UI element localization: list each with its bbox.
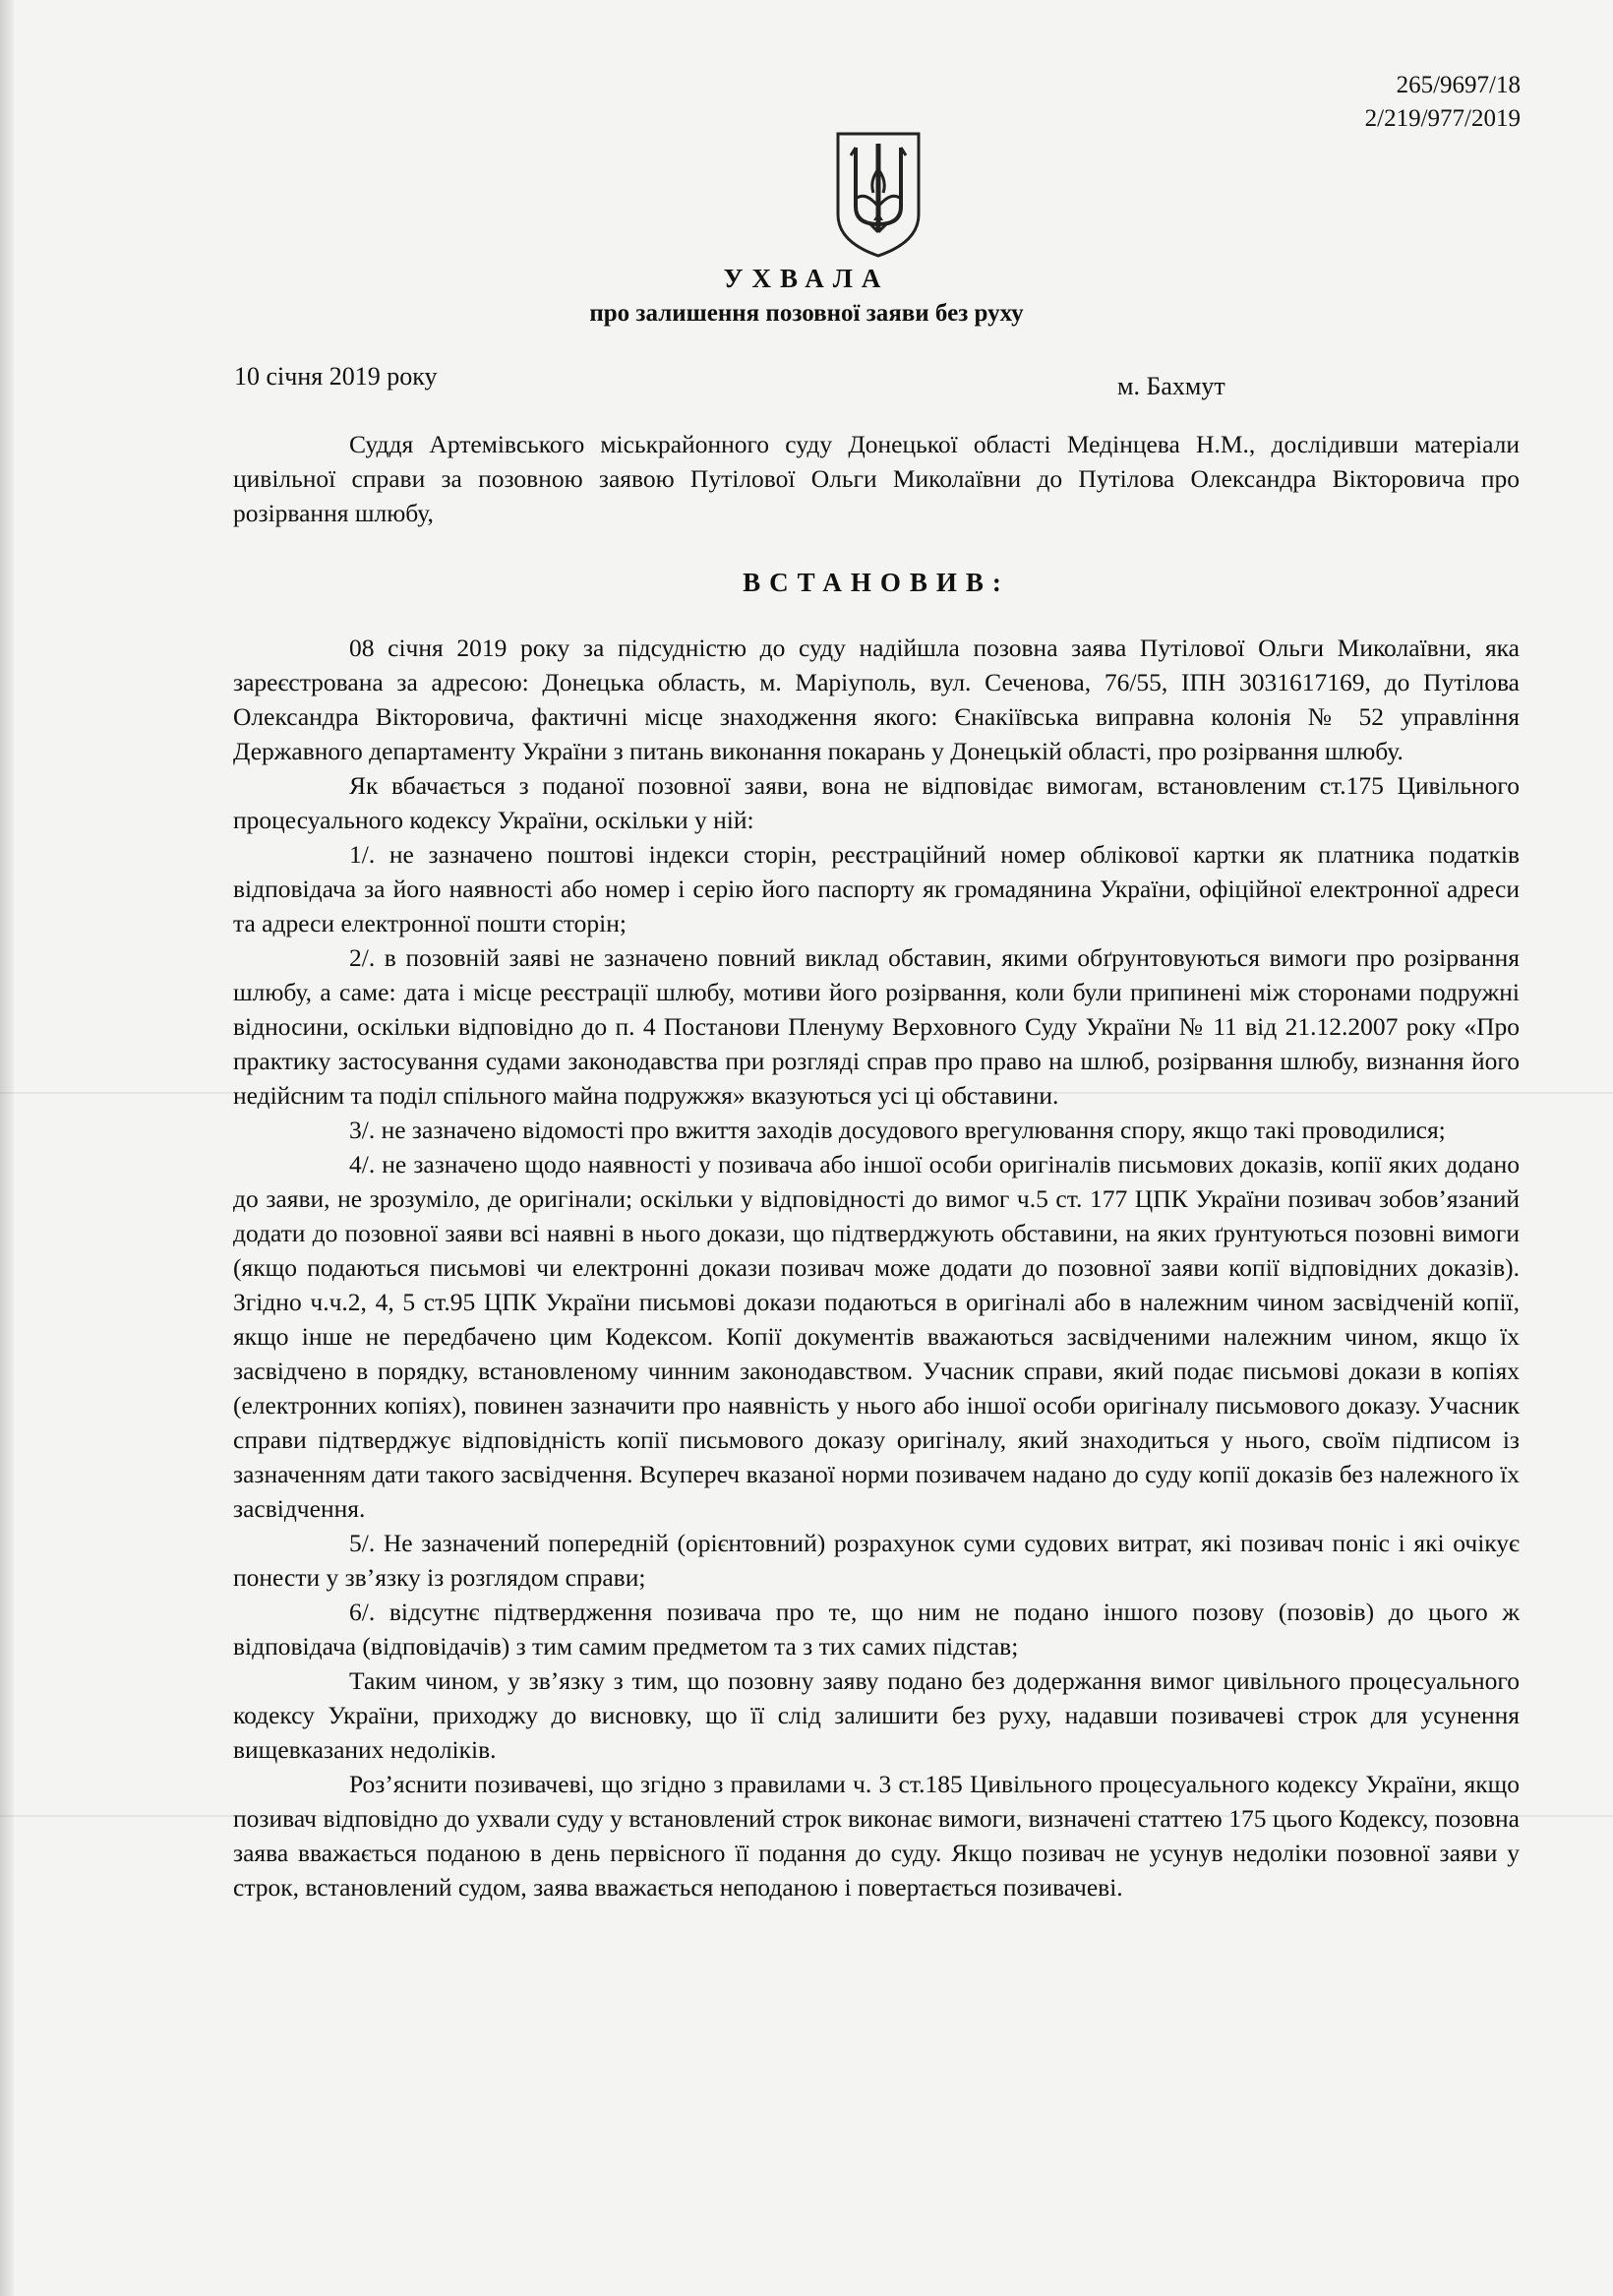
document-body [233,427,1520,1904]
document-subtitle: про залишення позовної заяви без руху [589,300,1024,327]
established-heading: ВСТАНОВИВ: [743,568,1010,597]
body-paragraph: 3/. не зазначено відомості про вжиття заходів досудового врегулювання спору, якщо такі проводилися; [349,1116,1446,1144]
body-paragraph: Роз’яснити позивачеві, що згідно з правилами ч. 3 ст.185 Цивільного процесуального кодексу України, якщо позивач відповідно до ухвали суду у встановлений строк виконає вимоги, визначені статтею 175 цього Кодексу, позовна заява вважається поданою в день первісного її подання до суду. Якщо позивач не усунув недоліки позовної заяви у строк, встановлений судом, заява вважається неподаною і повертається позивачеві. [233,1770,1520,1902]
body-paragraph: Як вбачається з поданої позовної заяви, вона не відповідає вимогам, встановленим ст.175 Цивільного процесуального кодексу України, оскільки у ній: [233,771,1520,834]
document-city: м. Бахмут [1117,372,1225,400]
intro-paragraph: Суддя Артемівського міськрайонного суду Донецької області Медінцева Н.М., дослідивши матеріали цивільної справи за позовною заявою Путілової Ольги Миколаївни до Путілова Олександра Вікторовича про розірвання шлюбу, [233,430,1520,527]
case-number-primary: 265/9697/18 [1396,72,1521,98]
body-paragraph: 5/. Не зазначений попередній (орієнтовний) розрахунок суми судових витрат, які позивач поніс і які очікує понести у зв’язку із розглядом справи; [233,1529,1520,1592]
body-paragraph: 08 січня 2019 року за підсудністю до суду надійшла позовна заява Путілової Ольги Миколаївни, яка зареєстрована за адресою: Донецька область, м. Маріуполь, вул. Сеченова, 76/55, ІПН 3031617169, до Путілова Олександра Вікторовича, фактичні місце знаходження якого: Єнакіївська виправна колонія № 52 управління Державного департаменту України з питань виконання покарань у Донецькій області, про розірвання шлюбу. [233,634,1520,765]
case-number-secondary: 2/219/977/2019 [1364,105,1521,132]
document-title: УХВАЛА [723,264,890,293]
body-paragraph: 1/. не зазначено поштові індекси сторін, реєстраційний номер облікової картки як платника податків відповідача за його наявності або номер і серію його паспорту як громадянина України, офіційної електронної адреси та адреси електронної пошти сторін; [233,840,1520,937]
document-date: 10 січня 2019 року [234,362,438,391]
tryzub-coat-of-arms-icon [834,130,923,260]
body-paragraph: 6/. відсутнє підтвердження позивача про те, що ним не подано іншого позову (позовів) до цього ж відповідача (відповідачів) з тим самим предметом та з тих самих підстав; [233,1598,1520,1661]
body-paragraph: Таким чином, у зв’язку з тим, що позовну заяву подано без додержання вимог цивільного процесуального кодексу України, приходжу до висновку, що її слід залишити без руху, надавши позивачеві строк для усунення вищевказаних недоліків. [233,1666,1520,1764]
body-paragraph: 4/. не зазначено щодо наявності у позивача або іншої особи оригіналів письмових доказів, копії яких додано до заяви, не зрозуміло, де оригінали; оскільки у відповідності до вимог ч.5 ст. 177 ЦПК України позивач зобов’язаний додати до позовної заяви всі наявні в нього докази, що підтверджують обставини, на яких ґрунтуються позовні вимоги (якщо подаються письмові чи електронні докази позивач може додати до позовної заяви копії відповідних доказів). Згідно ч.ч.2, 4, 5 ст.95 ЦПК України письмові докази подаються в оригіналі або в належним чином засвідченій копії, якщо інше не передбачено цим Кодексом. Копії документів вважаються засвідченими належним чином, якщо їх засвідчено в порядку, встановленому чинним законодавством. Учасник справи, який подає письмові докази в копіях (електронних копіях), повинен зазначити про наявність у нього або іншої особи оригіналу письмового доказу. Учасник справи підтверджує відповідність копії письмового доказу оригіналу, який знаходиться у нього, своїм підписом із зазначенням дати такого засвідчення. Всупереч вказаної норми позивачем надано до суду копії доказів без належного їх засвідчення. [233,1150,1520,1523]
body-paragraph: 2/. в позовній заяві не зазначено повний виклад обставин, якими обґрунтовуються вимоги про розірвання шлюбу, а саме: дата і місце реєстрації шлюбу, мотиви його розірвання, коли були припинені між сторонами подружні відносини, оскільки відповідно до п. 4 Постанови Пленуму Верховного Суду України № 11 від 21.12.2007 року «Про практику застосування судами законодавства при розгляді справ про право на шлюб, розірвання шлюбу, визнання його недійсним та поділ спільного майна подружжя» вказуються усі ці обставини. [233,943,1520,1110]
case-numbers [1365,69,1521,136]
